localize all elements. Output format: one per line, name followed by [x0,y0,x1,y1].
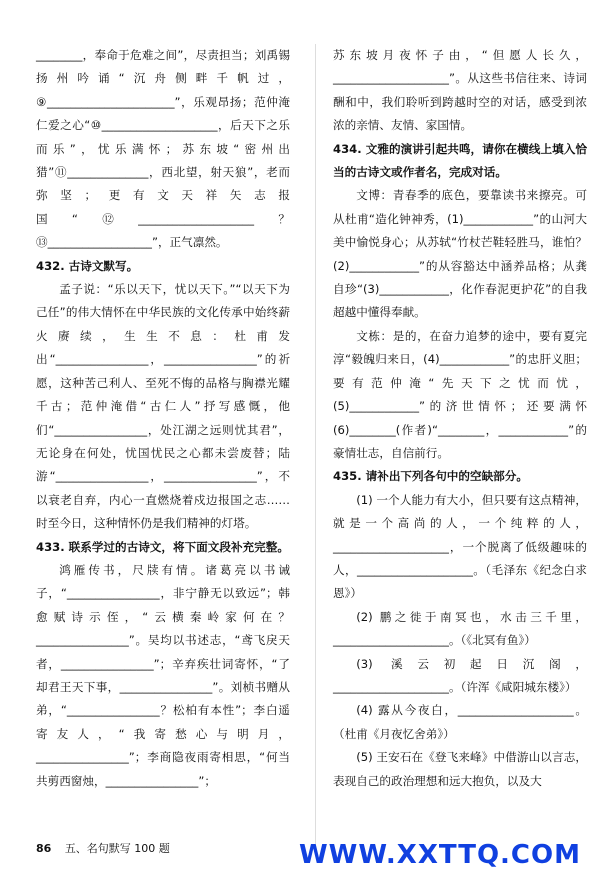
question-heading: 433. 联系学过的古诗文，将下面文段补充完整。 [36,539,289,554]
page-number: 86 [36,842,52,855]
paragraph: (3) 溪云初起日沉阁，____________________。（许浑《咸阳城东楼》） [333,656,587,694]
paragraph: ________，奉命于危难之间”，尽责担当；刘禹锡扬州吟诵“沉舟侧畔千帆过，⑨______________________”，乐观昂扬；范仲淹仁爱之心“⑩____________________，后天下之乐而乐”，忧乐满怀；苏东坡“密州出猎”⑪______________，西北望，射天狼”，老而弥坚；更有文天祥矢志报国“⑫____________________？⑬__________________”，正气凛然。 [36,48,290,250]
right-column [333,44,587,793]
question-heading: 435. 请补出下列各句中的空缺部分。 [333,469,528,484]
watermark: WWW.XXTTQ.COM [299,840,581,870]
paragraph: 孟子说：“乐以天下，忧以天下。”“以天下为己任”的伟大情怀在中华民族的文化传承中始终薪火赓续，生生不息：杜甫发出“________________，________________”的祈愿，这种苦己利人、至死不悔的品格与胸襟光耀千古；范仲淹借“古仁人”抒写感慨，他们“________________，处江湖之远则忧其君”，无论身在何处，忧国忧民之心都未尝废替；陆游“________________，________________”，不以衰老自弃，内心一直燃烧着戍边报国之志……时至今日，这种情怀仍是我们精神的灯塔。 [36,282,290,531]
paragraph: (4) 露从今夜白，____________________。（杜甫《月夜忆舍弟》） [333,703,587,741]
page-footer [36,840,170,856]
paragraph: 鸿雁传书，尺牍有情。诸葛亮以书诫子，“________________，非宁静无以致远”；韩愈赋诗示侄，“云横秦岭家何在？________________”。吴均以书述志，“鸢飞戾天者，________________”；辛弃疾壮词寄怀，“了却君王天下事，________________”。刘桢书赠从弟，“________________？松柏有本性”；李白遥寄友人，“我寄愁心与明月，________________”；李商隐夜雨寄相思，“何当共剪西窗烛，________________”； [36,562,290,788]
paragraph: (1) 一个人能力有大小，但只要有这点精神，就是一个高尚的人，一个纯粹的人，____________________，一个脱离了低级趣味的人，____________________。（毛泽东《纪念白求恩》） [333,492,587,601]
question-heading: 434. 文雅的演讲引起共鸣，请你在横线上填入恰当的古诗文或作者名，完成对话。 [333,141,587,180]
section-title: 五、名句默写 100 题 [64,842,170,855]
paragraph: 苏东坡月夜怀子由，“但愿人长久，____________________”。从这些书信往来、诗词酬和中，我们聆听到跨越时空的对话，感受到浓浓的亲情、友情、家国情。 [333,48,587,133]
column-divider [315,44,316,844]
left-column [36,44,290,793]
question-heading: 432. 古诗文默写。 [36,258,139,273]
paragraph: (5) 王安石在《登飞来峰》中借游山以言志，表现自己的政治理想和远大抱负，以及大 [333,750,587,788]
paragraph: 文栋：是的，在奋力追梦的途中，要有夏完淳“毅魄归来日，(4)____________”的忠肝义胆；要有范仲淹“先天下之忧而忧，(5)____________”的济世情怀；还要满怀(6)________(作者)“________，____________”的豪情壮志，自信前行。 [333,328,587,460]
paragraph: 文博：青春季的底色，要靠读书来擦亮。可从杜甫“造化钟神秀，(1)____________”的山河大美中愉悦身心；从苏轼“竹杖芒鞋轻胜马，谁怕？(2)____________”的从容豁达中涵养品格；从龚自珍“(3)____________，化作春泥更护花”的自我超越中懂得奉献。 [333,188,587,320]
paragraph: (2) 鹏之徙于南冥也，水击三千里，____________________。（《北冥有鱼》） [333,609,587,648]
